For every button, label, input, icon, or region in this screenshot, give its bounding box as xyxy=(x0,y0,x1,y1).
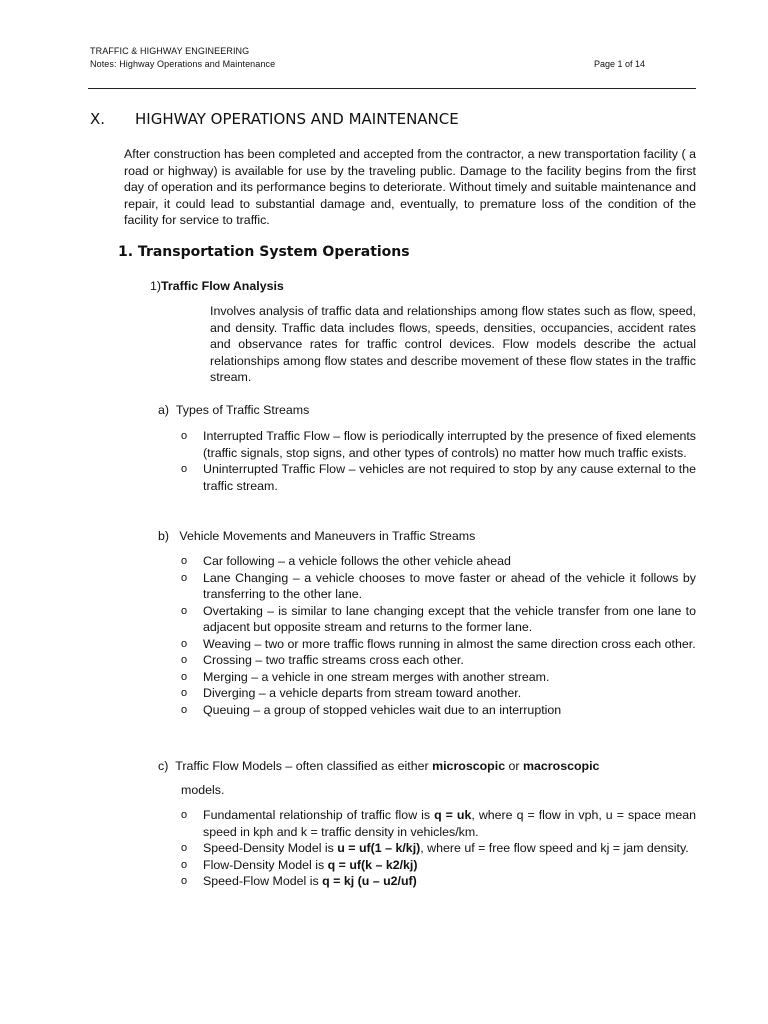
bullet-marker: o xyxy=(181,670,188,683)
list-item: o Interrupted Traffic Flow – flow is periodically interrupted by the presence of fixed elements (traffic signals, stop signs, and other types of controls) no matter how much traffic exists. xyxy=(181,429,696,460)
list-item: o Queuing – a group of stopped vehicles wait due to an interruption xyxy=(181,702,562,717)
bullet-marker: o xyxy=(181,571,188,584)
bullet-marker: o xyxy=(181,637,188,650)
flow-models-list xyxy=(181,807,696,890)
list-item: o Fundamental relationship of traffic flow is q = uk, where q = flow in vph, u = space mean speed in kph and k = traffic density in vehicles/km. xyxy=(181,808,697,839)
header-course: TRAFFIC & HIGHWAY ENGINEERING xyxy=(90,46,250,56)
item-b-heading xyxy=(158,529,475,543)
list-item: o Weaving – two or more traffic flows running in almost the same direction cross each other. xyxy=(181,636,696,651)
list-item: o Flow-Density Model is q = uf(k – k2/kj) xyxy=(181,857,418,872)
topic-number: 1) xyxy=(150,279,162,293)
header-notes: Notes: Highway Operations and Maintenance xyxy=(90,59,276,69)
item-c-label: c) xyxy=(158,759,169,773)
item-a-heading xyxy=(158,403,309,417)
list-item: o Speed-Flow Model is q = kj (u – u2/uf) xyxy=(181,874,417,888)
topic-heading xyxy=(150,279,284,293)
bullet-marker: o xyxy=(181,842,188,854)
topic-title: Traffic Flow Analysis xyxy=(161,279,284,293)
bullet-marker: o xyxy=(181,703,188,716)
list-item: o Merging – a vehicle in one stream merges with another stream. xyxy=(181,669,550,684)
item-c-heading: c) Traffic Flow Models – often classified as either microscopic or macroscopic xyxy=(158,759,600,773)
bullet-marker: o xyxy=(181,858,188,871)
list-item: o Uninterrupted Traffic Flow – vehicles are not required to stop by any cause external to the traffic stream. xyxy=(181,462,696,493)
list-item: o Overtaking – is similar to lane changing except that the vehicle transfer from one lane to adjacent but opposite stream and returns to the former lane. xyxy=(181,603,696,634)
bullet-marker: o xyxy=(181,430,188,442)
bullet-marker: o xyxy=(181,687,188,699)
intro-paragraph: After construction has been completed and accepted from the contractor, a new transportation facility ( a road or highway) is available for use by the traveling public. Damage to the facility begins from the first day of operation and its performance begins to deteriorate. Without timely and suitable maintenance and repair, it could lead to substantial damage and, eventually, to premature loss of the condition of the facility for service to traffic. xyxy=(124,147,696,227)
bullet-marker: o xyxy=(181,654,188,666)
list-item: o Speed-Density Model is u = uf(1 – k/kj), where uf = free flow speed and kj = jam density. xyxy=(181,841,689,855)
list-item: o Crossing – two traffic streams cross each other. xyxy=(181,653,464,667)
list-item: o Car following – a vehicle follows the other vehicle ahead xyxy=(181,554,511,568)
list-item: o Lane Changing – a vehicle chooses to move faster or ahead of the vehicle it follows by transferring to the other lane. xyxy=(181,570,696,601)
maneuvers-list xyxy=(181,553,696,718)
models-word: models. xyxy=(181,783,225,797)
list-item: o Diverging – a vehicle departs from stream toward another. xyxy=(181,686,522,700)
bullet-marker: o xyxy=(181,463,188,475)
bullet-marker: o xyxy=(181,555,188,567)
formula: q = uk xyxy=(434,808,472,822)
stream-types-list xyxy=(181,428,696,494)
section-title: HIGHWAY OPERATIONS AND MAINTENANCE xyxy=(135,110,459,128)
header-rule xyxy=(88,88,696,89)
formula: q = kj (u – u2/uf) xyxy=(322,874,417,888)
bullet-marker: o xyxy=(181,875,188,887)
topic-body: Involves analysis of traffic data and relationships among flow states such as flow, speed, and density. Traffic data includes flows, speeds, densities, occupancies, accident rates and observance rates for traffic control devices. Flow models describe the actual relationships among flow states and describe movement of these flow states in the traffic stream. xyxy=(210,304,696,384)
section-number: X. xyxy=(90,110,106,128)
microscopic-term: microscopic xyxy=(432,759,506,773)
item-b-title: Vehicle Movements and Maneuvers in Traffic Streams xyxy=(179,529,476,543)
bullet-marker: o xyxy=(181,809,188,821)
formula: q = uf(k – k2/kj) xyxy=(327,857,418,872)
macroscopic-term: macroscopic xyxy=(523,759,600,773)
subsection-title: 1. Transportation System Operations xyxy=(118,244,410,260)
item-a-label: a) xyxy=(158,403,170,417)
page-number: Page 1 of 14 xyxy=(594,59,646,69)
item-a-title: Types of Traffic Streams xyxy=(175,403,310,417)
item-b-label: b) xyxy=(158,529,170,543)
bullet-marker: o xyxy=(181,604,188,617)
formula: u = uf(1 – k/kj) xyxy=(337,841,421,855)
